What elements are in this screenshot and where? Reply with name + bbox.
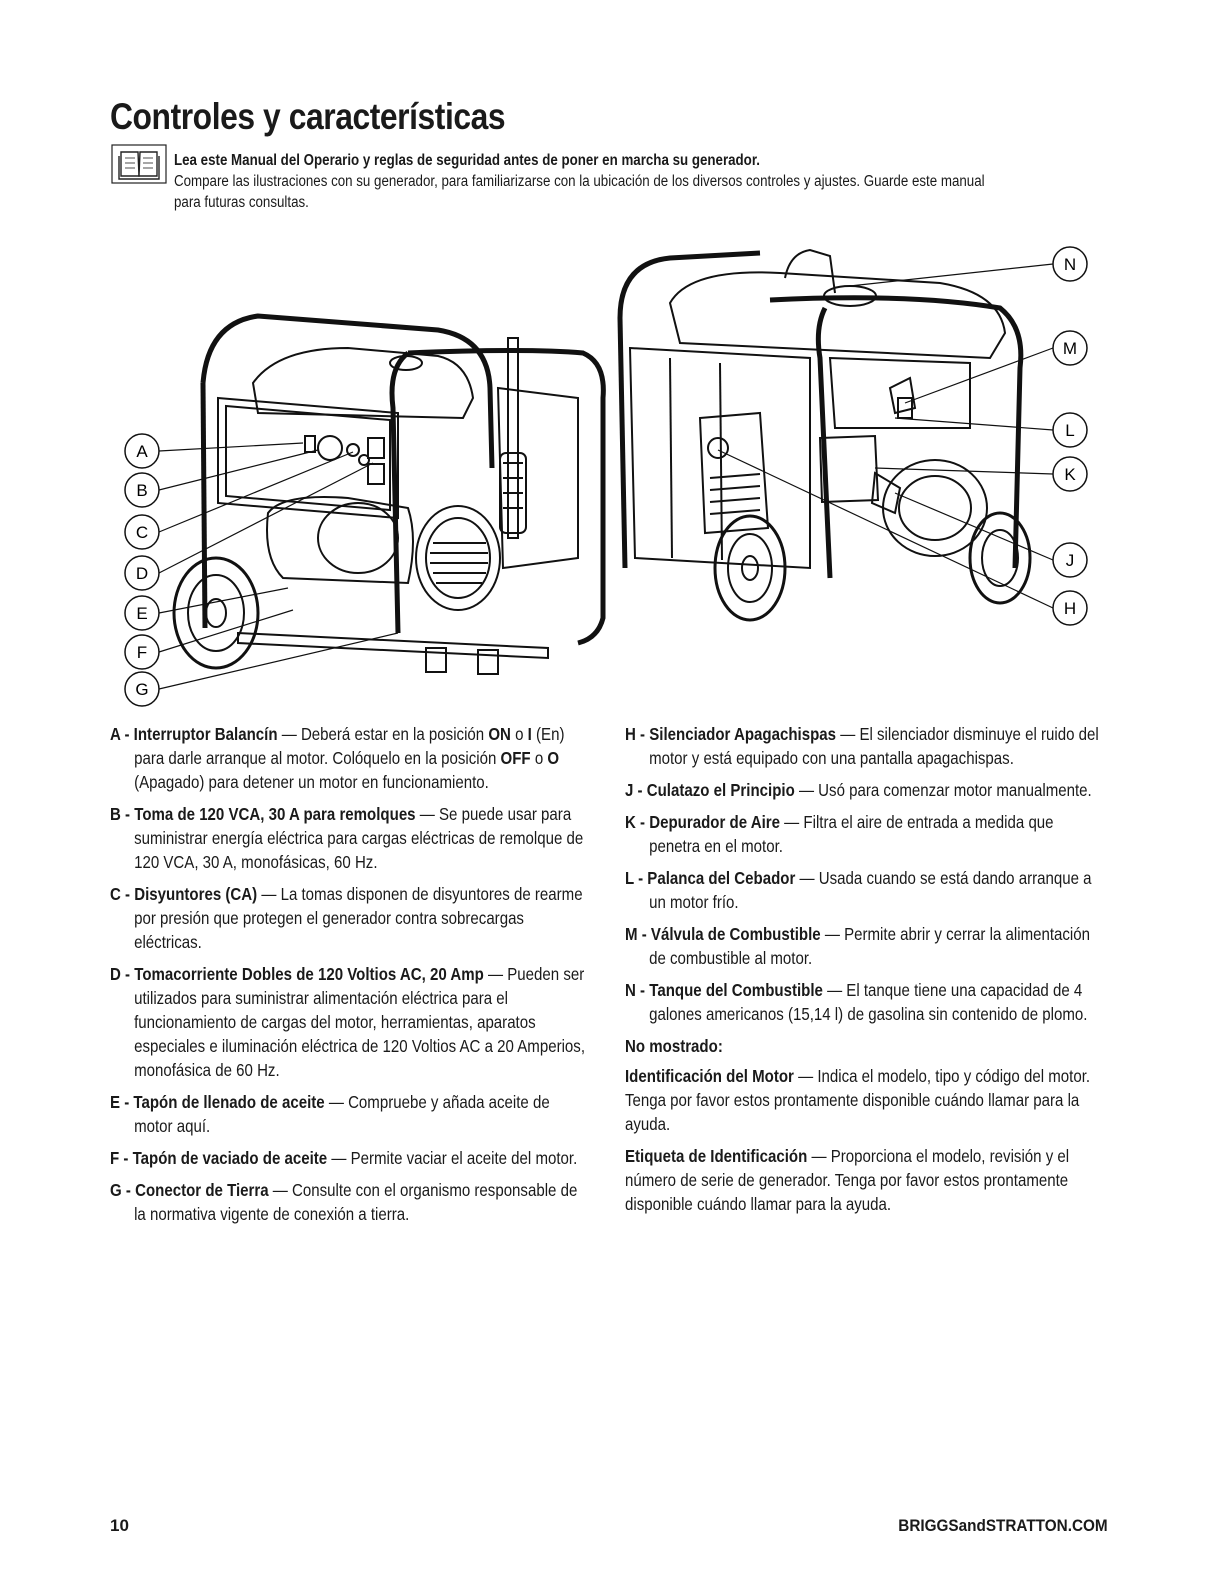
footer-website: BRIGGSandSTRATTON.COM	[898, 1516, 1108, 1535]
callout-label-f: F	[136, 643, 148, 662]
intro-body: Compare las ilustraciones con su generador, para familiarizarse con la ubicación de los diversos controles y ajustes. Guarde este manual para futuras consultas.	[174, 173, 985, 211]
item-text: — Permite vaciar el aceite del motor.	[327, 1148, 578, 1168]
item-heading: B - Toma de 120 VCA, 30 A para remolques	[110, 804, 416, 824]
left-description-item	[110, 1090, 592, 1138]
item-text: O	[547, 748, 560, 768]
generator-front-illustration	[108, 238, 608, 708]
item-text: — Indica el modelo, tipo y código del motor. Tenga por favor estos prontamente disponible cuándo llamar para la ayuda.	[625, 1066, 1091, 1134]
item-text: — Compruebe y añada aceite de motor aquí.	[134, 1092, 550, 1136]
item-text: — Proporciona el modelo, revisión y el número de serie de generador. Tenga por favor estos prontamente disponible cuándo llamar para la ayuda.	[625, 1146, 1070, 1214]
item-text: o	[510, 724, 528, 744]
item-text: o	[530, 748, 548, 768]
callout-label-a: A	[136, 442, 148, 461]
left-description-item	[110, 882, 592, 954]
callout-label-b: B	[136, 481, 148, 500]
item-text: OFF	[500, 748, 531, 768]
not-shown-item	[625, 1064, 1107, 1136]
item-text: — El tanque tiene una capacidad de 4 galones americanos (15,14 l) de gasolina sin contenido de plomo.	[649, 980, 1088, 1024]
item-heading: D - Tomacorriente Dobles de 120 Voltios AC, 20 Amp	[110, 964, 484, 984]
item-heading: G - Conector de Tierra	[110, 1180, 269, 1200]
item-text: — Se puede usar para suministrar energía eléctrica para cargas eléctricas de remolque de 120 VCA, 30 A, monofásicas, 60 Hz.	[134, 804, 584, 872]
callout-label-d: D	[135, 564, 149, 583]
item-text: — Usada cuando se está dando arranque a un motor frío.	[649, 868, 1092, 912]
item-text: ON	[488, 724, 511, 744]
not-shown-item	[625, 1144, 1107, 1216]
right-description-item	[625, 810, 1107, 858]
item-text: — Deberá estar en la posición	[277, 724, 489, 744]
generator-rear-illustration	[610, 238, 1110, 678]
item-heading: K - Depurador de Aire	[625, 812, 780, 832]
left-description-item	[110, 1178, 592, 1226]
manual-book-icon	[111, 144, 167, 184]
item-text: — La tomas disponen de disyuntores de rearme por presión que protegen el generador contra sobrecargas eléctricas.	[134, 884, 583, 952]
left-description-item	[110, 1146, 592, 1170]
intro-text	[174, 150, 991, 213]
intro-warning: Lea este Manual del Operario y reglas de seguridad antes de poner en marcha su generador.	[174, 152, 760, 169]
callout-label-j: J	[1065, 551, 1075, 570]
left-description-item	[110, 722, 592, 794]
item-text: — Permite abrir y cerrar la alimentación de combustible al motor.	[649, 924, 1091, 968]
callout-label-n: N	[1063, 255, 1077, 274]
right-description-item	[625, 778, 1107, 802]
item-heading: J - Culatazo el Principio	[625, 780, 795, 800]
item-text: — Usó para comenzar motor manualmente.	[794, 780, 1092, 800]
page-number: 10	[110, 1516, 129, 1535]
callout-label-k: K	[1064, 465, 1076, 484]
item-heading: C - Disyuntores (CA)	[110, 884, 258, 904]
item-text: — El silenciador disminuye el ruido del motor y está equipado con una pantalla apagachispas.	[649, 724, 1099, 768]
item-text: I	[527, 724, 532, 744]
callout-label-l: L	[1065, 421, 1075, 440]
item-heading: L - Palanca del Cebador	[625, 868, 796, 888]
item-text: — Consulte con el organismo responsable de la normativa vigente de conexión a tierra.	[134, 1180, 578, 1224]
descriptions-right-column	[625, 722, 1185, 1224]
item-heading: Etiqueta de Identificación	[625, 1146, 808, 1166]
item-heading: F - Tapón de vaciado de aceite	[110, 1148, 328, 1168]
item-text: (En) para darle arranque al motor. Colóquelo en la posición	[134, 724, 565, 768]
item-heading: Identificación del Motor	[625, 1066, 794, 1086]
item-heading: N - Tanque del Combustible	[625, 980, 823, 1000]
item-heading: E - Tapón de llenado de aceite	[110, 1092, 325, 1112]
page-title: Controles y características	[110, 96, 506, 137]
item-heading: M - Válvula de Combustible	[625, 924, 821, 944]
item-heading: A - Interruptor Balancín	[110, 724, 278, 744]
right-description-item	[625, 866, 1107, 914]
left-description-item	[110, 962, 592, 1082]
not-shown-heading: No mostrado:	[625, 1036, 723, 1056]
callout-label-m: M	[1062, 339, 1078, 358]
right-description-item	[625, 922, 1107, 970]
callout-label-h: H	[1063, 599, 1077, 618]
descriptions-left-column	[110, 722, 670, 1234]
right-description-item	[625, 722, 1107, 770]
item-text: (Apagado) para detener un motor en funcionamiento.	[134, 772, 489, 792]
item-text: — Filtra el aire de entrada a medida que penetra en el motor.	[649, 812, 1054, 856]
callout-label-c: C	[135, 523, 149, 542]
item-text: — Pueden ser utilizados para suministrar alimentación eléctrica para el funcionamiento de cargas del motor, herramientas, aparatos especiales e iluminación eléctrica de 120 Voltios AC a 20 Amperios, monofásica de 60 Hz.	[134, 964, 586, 1080]
item-heading: H - Silenciador Apagachispas	[625, 724, 837, 744]
callout-label-g: G	[135, 680, 149, 699]
callout-label-e: E	[136, 604, 148, 623]
right-description-item	[625, 978, 1107, 1026]
left-description-item	[110, 802, 592, 874]
